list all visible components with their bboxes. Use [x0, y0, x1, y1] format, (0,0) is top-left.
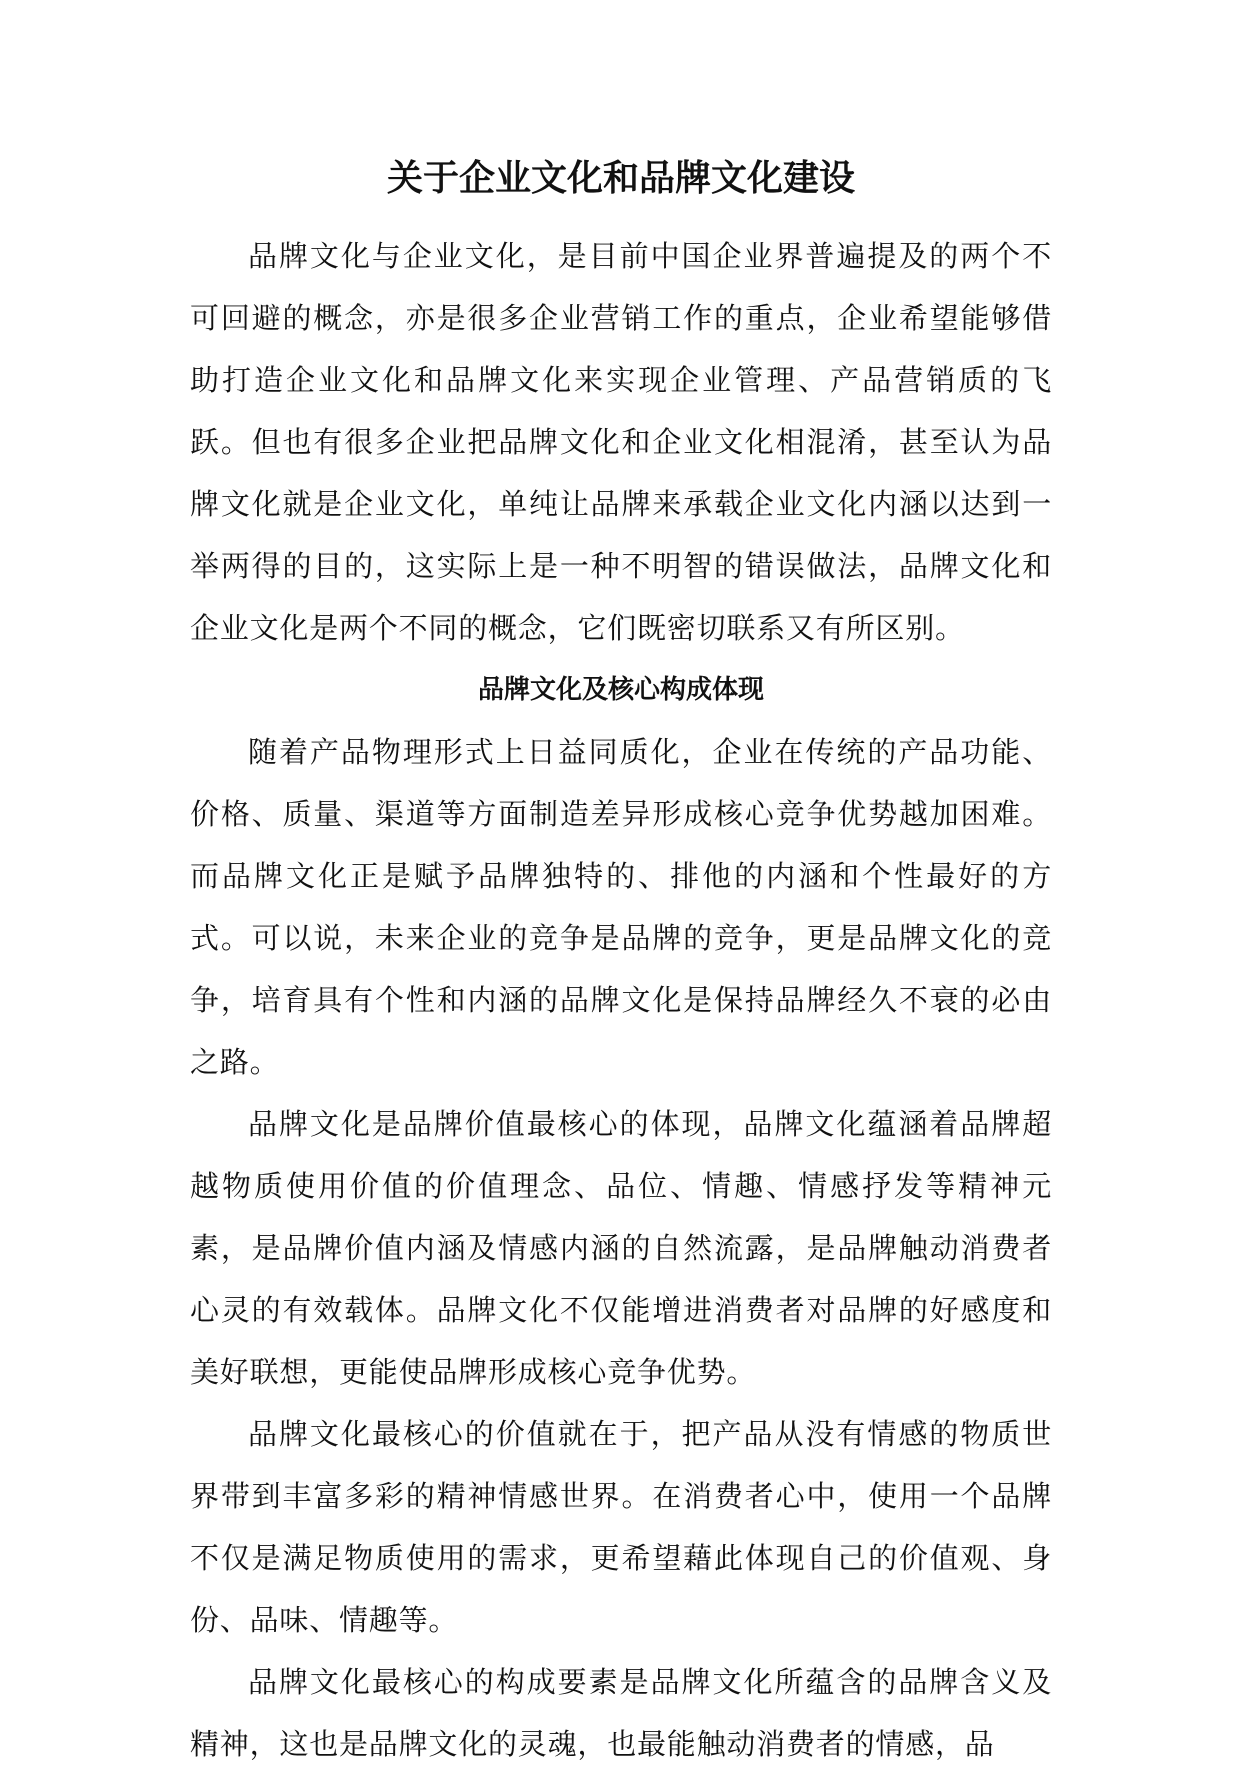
intro-paragraph: 品牌文化与企业文化，是目前中国企业界普遍提及的两个不可回避的概念，亦是很多企业营销工作的重点，企业希望能够借助打造企业文化和品牌文化来实现企业管理、产品营销质的飞跃。但也有很多企业把品牌文化和企业文化相混淆，甚至认为品牌文化就是企业文化，单纯让品牌来承载企业文化内涵以达到一举两得的目的，这实际上是一种不明智的错误做法，品牌文化和企业文化是两个不同的概念，它们既密切联系又有所区别。	[190, 239, 1052, 645]
body-paragraph-2: 品牌文化是品牌价值最核心的体现，品牌文化蕴涵着品牌超越物质使用价值的价值理念、品位、情趣、情感抒发等精神元素，是品牌价值内涵及情感内涵的自然流露，是品牌触动消费者心灵的有效载体。品牌文化不仅能增进消费者对品牌的好感度和美好联想，更能使品牌形成核心竞争优势。	[190, 1107, 1052, 1389]
body-paragraph-4: 品牌文化最核心的构成要素是品牌文化所蕴含的品牌含义及精神，这也是品牌文化的灵魂，也最能触动消费者的情感，品	[190, 1665, 1052, 1761]
document-page	[190, 155, 1052, 1775]
body-paragraph-3: 品牌文化最核心的价值就在于，把产品从没有情感的物质世界带到丰富多彩的精神情感世界。在消费者心中，使用一个品牌不仅是满足物质使用的需求，更希望藉此体现自己的价值观、身份、品味、情趣等。	[190, 1417, 1052, 1637]
document-title: 关于企业文化和品牌文化建设	[386, 158, 855, 199]
body-paragraph-1: 随着产品物理形式上日益同质化，企业在传统的产品功能、价格、质量、渠道等方面制造差异形成核心竞争优势越加困难。而品牌文化正是赋予品牌独特的、排他的内涵和个性最好的方式。可以说，未来企业的竞争是品牌的竞争，更是品牌文化的竞争，培育具有个性和内涵的品牌文化是保持品牌经久不衰的必由之路。	[190, 735, 1052, 1079]
section-heading: 品牌文化及核心构成体现	[477, 675, 764, 705]
